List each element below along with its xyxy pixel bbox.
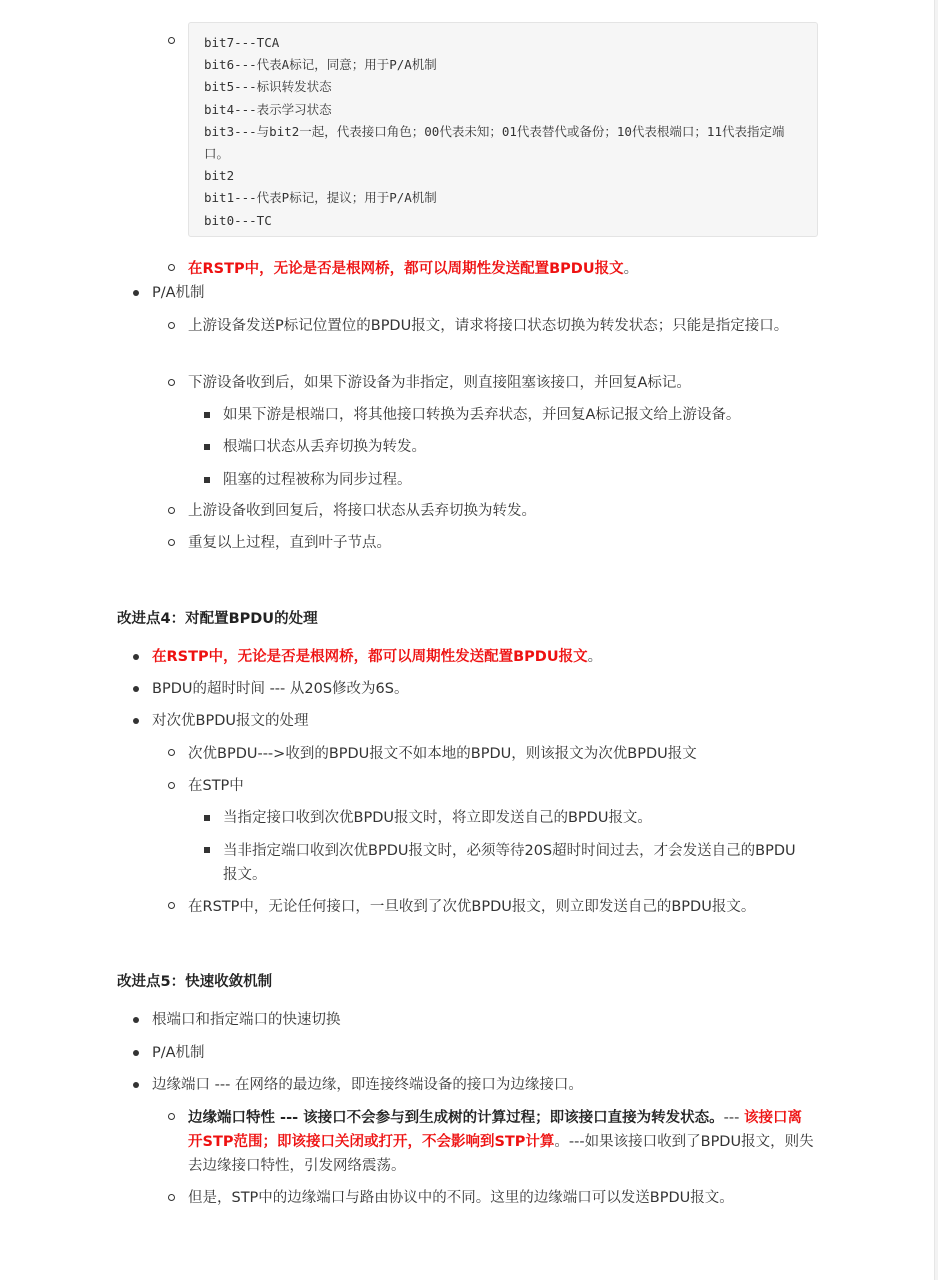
list-item: 如果下游是根端口，将其他接口转换为丢弃状态，并回复A标记报文给上游设备。: [223, 407, 741, 423]
bullet: [133, 718, 139, 724]
square-bullet: [204, 815, 210, 821]
list-item: P/A机制: [152, 285, 205, 301]
code-line: bit5---标识转发状态: [204, 79, 332, 95]
list-item: 下游设备收到后，如果下游设备为非指定，则直接阻塞该接口，并回复A标记。: [188, 375, 691, 391]
bullet: [133, 686, 139, 692]
punctuation: 。: [587, 649, 603, 665]
emphasis-text: 该接口离开STP范围；即该接口关闭或打开，不会影响到STP计算: [188, 1110, 802, 1150]
list-item: 当非指定端口收到次优BPDU报文时，必须等待20S超时时间过去，才会发送自己的BPDU报文。: [223, 843, 796, 883]
section-heading: 改进点4：对配置BPDU的处理: [117, 611, 318, 627]
bullet: [133, 1017, 139, 1023]
bullet: [133, 1082, 139, 1088]
list-item: 在RSTP中，无论任何接口，一旦收到了次优BPDU报文，则立即发送自己的BPDU报文。: [188, 899, 756, 915]
code-line: bit3---与bit2一起，代表接口角色；00代表未知；01代表替代或备份；10代表根端口；11代表指定端口。: [204, 123, 785, 162]
bullet: [133, 654, 139, 660]
square-bullet: [204, 477, 210, 483]
square-bullet: [204, 847, 210, 853]
list-item: 边缘端口 --- 在网络的最边缘，即连接终端设备的接口为边缘接口。: [152, 1077, 583, 1093]
punctuation: 。: [623, 261, 639, 277]
list-item: 对次优BPDU报文的处理: [152, 713, 309, 729]
list-item: [188, 1106, 816, 1178]
emphasis-text: 在RSTP中，无论是否是根网桥，都可以周期性发送配置BPDU报文: [152, 649, 588, 665]
list-item: 阻塞的过程被称为同步过程。: [223, 472, 412, 488]
hollow-bullet: [168, 322, 175, 329]
code-line: bit1---代表P标记，提议；用于P/A机制: [204, 190, 437, 206]
code-line: bit0---TC: [204, 212, 272, 228]
hollow-bullet: [168, 782, 175, 789]
section-heading: 改进点5：快速收敛机制: [117, 974, 273, 990]
code-line: bit4---表示学习状态: [204, 101, 332, 117]
code-line: bit6---代表A标记，同意；用于P/A机制: [204, 57, 437, 73]
list-item: 上游设备收到回复后，将接口状态从丢弃切换为转发。: [188, 503, 536, 519]
hollow-bullet: [168, 539, 175, 546]
emphasis-text: 在RSTP中，无论是否是根网桥，都可以周期性发送配置BPDU报文: [188, 261, 624, 277]
hollow-bullet: [168, 1194, 175, 1201]
list-item: 根端口状态从丢弃切换为转发。: [223, 439, 426, 455]
hollow-bullet: [168, 507, 175, 514]
bullet: [133, 1050, 139, 1056]
hollow-bullet: [168, 1113, 175, 1120]
list-item: 根端口和指定端口的快速切换: [152, 1012, 341, 1028]
list-item: 上游设备发送P标记位置位的BPDU报文，请求将接口状态切换为转发状态；只能是指定接口。: [188, 318, 789, 334]
list-item: 当指定接口收到次优BPDU报文时，将立即发送自己的BPDU报文。: [223, 810, 652, 826]
square-bullet: [204, 444, 210, 450]
hollow-bullet: [168, 37, 175, 44]
hollow-bullet: [168, 902, 175, 909]
list-item-text: 。---如果该接口收到了BPDU报文，则失去边缘接口特性，引发网络震荡。: [188, 1134, 814, 1174]
separator-text: ---: [723, 1110, 740, 1126]
code-block: [188, 22, 818, 237]
bold-text: 边缘端口特性 --- 该接口不会参与到生成树的计算过程；即该接口直接为转发状态。: [188, 1110, 724, 1126]
hollow-bullet: [168, 749, 175, 756]
code-line: bit7---TCA: [204, 35, 280, 50]
list-item: [152, 645, 602, 669]
code-line: bit2: [204, 168, 235, 184]
list-item: P/A机制: [152, 1045, 205, 1061]
bullet: [133, 290, 139, 296]
list-item: 次优BPDU--->收到的BPDU报文不如本地的BPDU，则该报文为次优BPDU报文: [188, 746, 697, 762]
list-item: 重复以上过程，直到叶子节点。: [188, 535, 391, 551]
list-item: 但是，STP中的边缘端口与路由协议中的不同。这里的边缘端口可以发送BPDU报文。: [188, 1190, 734, 1206]
list-item: 在STP中: [188, 778, 244, 794]
list-item: BPDU的超时时间 --- 从20S修改为6S。: [152, 681, 409, 697]
list-item: [188, 257, 638, 281]
hollow-bullet: [168, 379, 175, 386]
square-bullet: [204, 412, 210, 418]
hollow-bullet: [168, 264, 175, 271]
